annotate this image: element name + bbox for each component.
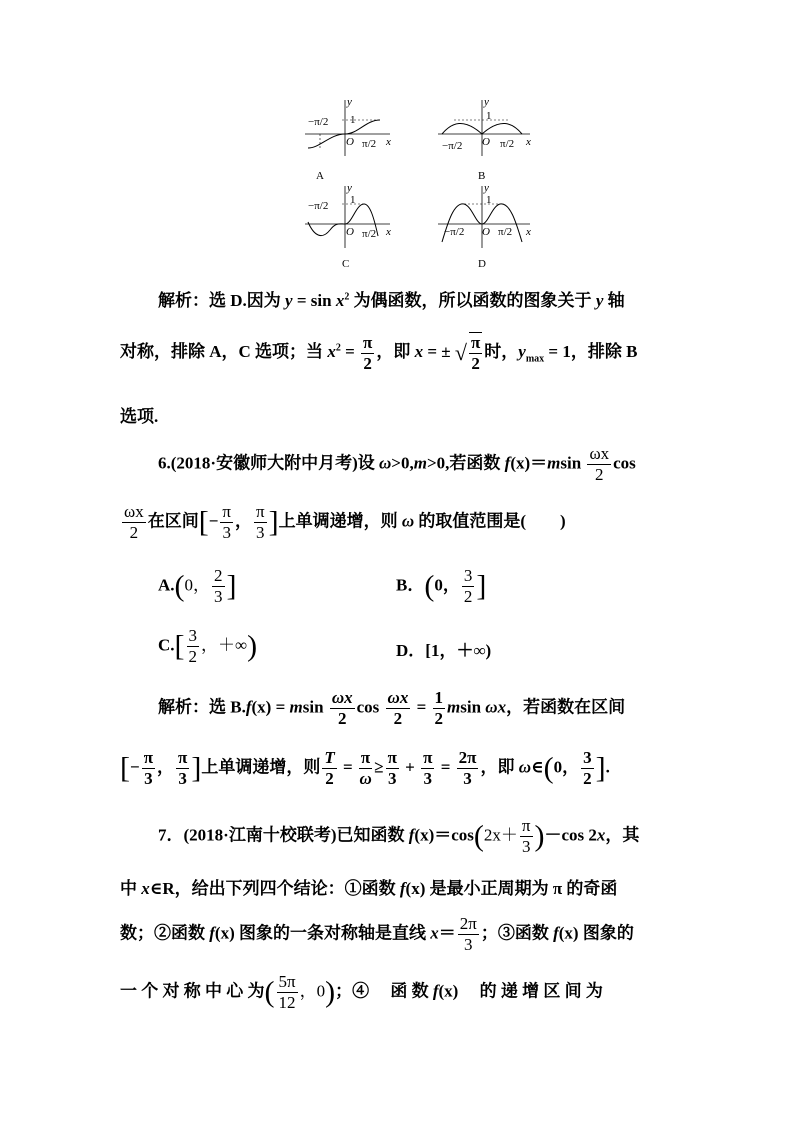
one-label: 1 xyxy=(486,194,492,206)
y-axis-label: y xyxy=(484,96,489,108)
x-axis-label: x xyxy=(386,136,391,148)
one-label: 1 xyxy=(486,110,492,122)
neg-pi-over-2-label: −π/2 xyxy=(444,226,465,238)
omega-x-over-2-fraction: $\frac{\omega x}{2}$ xyxy=(124,502,144,542)
y-axis-label: y xyxy=(484,182,489,194)
x-axis-label: x xyxy=(526,136,531,148)
graph-panel-b xyxy=(438,96,538,184)
one-label: 1 xyxy=(350,194,356,206)
sqrt-pi-over-2-fraction: $\frac{\pi}{2}$ xyxy=(470,333,481,373)
origin-label: O xyxy=(346,136,354,148)
neg-pi-over-2-label: −π/2 xyxy=(308,116,329,128)
neg-pi-over-2-label: −π/2 xyxy=(308,200,329,212)
q6-option-d[interactable]: D．[1，＋∞) xyxy=(396,641,492,660)
neg-pi-over-2-label: −π/2 xyxy=(442,140,463,152)
panel-label-a: A xyxy=(316,170,324,182)
pi-over-2-label: π/2 xyxy=(500,138,515,150)
q6-line2: $\frac{\omega x}{2}$ 在区间[− $\frac{\pi}{3}$ ， $\frac{\pi}{3}$ ]上单调递增，则 ω 的取值范围是( ) xyxy=(124,502,566,542)
analysis6-line2: [− $\frac{\pi}{3}$ ， $\frac{\pi}{3}$ ]上单调递增，则 $\frac{T}{2}$ = $\frac{\pi}{\omega}$ ≥ $\frac{\pi}{3}$ + $\frac{\pi}{3}$ = $\frac{2\pi}{3}$ ，即 ω∈(0， $\frac{3}{2}$ ]. xyxy=(120,748,610,788)
q7-line2: 中 x∈R，给出下列四个结论：①函数 f(x) 是最小正周期为 π 的奇函 xyxy=(120,879,618,898)
origin-label: O xyxy=(346,226,354,238)
one-label: 1 xyxy=(350,114,356,126)
pi-over-2-label: π/2 xyxy=(362,138,377,150)
y-axis-label: y xyxy=(347,96,352,108)
q7-line1: 7．(2018·江南十校联考)已知函数 f(x)＝cos(2x＋ $\frac{\pi}{3}$ )－cos 2x，其 xyxy=(158,816,640,856)
omega-x-over-2-fraction: $\frac{\omega x}{2}$ xyxy=(589,444,610,484)
q6-line1: 6.(2018·安徽师大附中月考)设 ω>0,m>0,若函数 f(x)＝msin $\frac{\omega x}{2}$ cos xyxy=(158,444,636,484)
q6-option-a[interactable]: A.(0， $\frac{2}{3}$ ] xyxy=(158,566,237,606)
pi-over-2-label: π/2 xyxy=(498,226,513,238)
q7-line4: 一 个 对 称 中 心 为( $\frac{5\pi}{12}$ ，0)；④ 函 数 f(x) 的 递 增 区 间 为 xyxy=(120,972,603,1012)
origin-label: O xyxy=(482,226,490,238)
graph-panel-d xyxy=(438,182,538,272)
graph-panel-c xyxy=(300,182,400,272)
panel-label-b: B xyxy=(478,170,486,182)
pi-over-2-fraction: $\frac{\pi}{2}$ xyxy=(363,332,373,373)
pi-over-2-label: π/2 xyxy=(362,228,377,240)
origin-label: O xyxy=(482,136,490,148)
q6-option-b[interactable]: B．(0， $\frac{3}{2}$ ] xyxy=(396,566,487,606)
q7-line3: 数；②函数 f(x) 图象的一条对称轴是直线 x＝ $\frac{2\pi}{3}$ ；③函数 f(x) 图象的 xyxy=(120,914,634,954)
panel-label-c: C xyxy=(342,258,350,270)
graph-panel-a xyxy=(300,96,400,184)
panel-label-d: D xyxy=(478,258,486,270)
analysis5-line1: 解析：选 D.因为 $y = \sin x^2$ 为偶函数，所以函数的图象关于 y 轴 xyxy=(158,291,625,310)
analysis5-line2: 对称，排除 A，C 选项；当 $x^2$ = $\frac{\pi}{2}$ ，即 x = ± √ $\frac{\pi}{2}$ 时，$y_{max} = 1$，排除 B xyxy=(120,332,638,373)
y-axis-label: y xyxy=(347,182,352,194)
analysis6-line1: 解析：选 B.f(x) = msin $\frac{\omega x}{2}$ cos $\frac{\omega x}{2}$ = $\frac{1}{2}$ msin ωx，若函数在区间 xyxy=(158,688,626,728)
analysis5-line3: 选项. xyxy=(120,407,159,426)
q6-option-c[interactable]: C.[ $\frac{3}{2}$ ，＋∞) xyxy=(158,626,258,666)
x-axis-label: x xyxy=(526,226,531,238)
x-axis-label: x xyxy=(386,226,391,238)
